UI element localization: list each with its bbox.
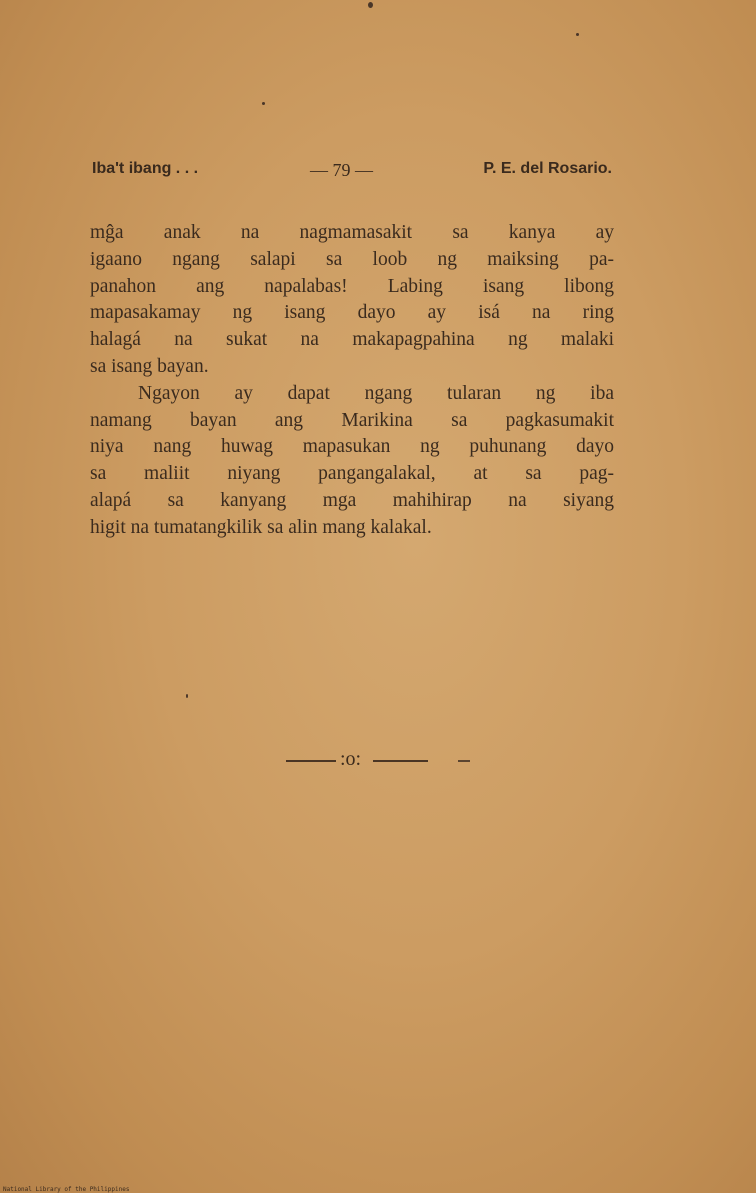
ink-speck: [262, 102, 265, 105]
text-line: Ngayon ay dapat ngang tularan ng iba: [138, 382, 614, 404]
text-line: higit na tumatangkilik sa alin mang kalakal.: [90, 516, 432, 538]
divider-rule-right: [373, 760, 428, 762]
text-line: mapasakamay ng isang dayo ay isá na ring: [90, 302, 614, 324]
header-title: Iba't ibang . . .: [92, 160, 199, 177]
text-line: panahon ang napalabas! Labing isang libong: [90, 275, 614, 297]
divider-rule-left: [286, 760, 336, 762]
text-line: namang bayan ang Marikina sa pagkasumakit: [90, 409, 614, 431]
text-line: sa maliit niyang pangangalakal, at sa pag-: [90, 463, 614, 485]
divider-stray-dash: [458, 760, 470, 762]
text-line: sa isang bayan.: [90, 355, 209, 377]
library-credit: National Library of the Philippines: [3, 1186, 130, 1193]
body-text: [90, 220, 614, 542]
divider-ornament: :o:: [340, 748, 362, 770]
ink-speck: [368, 2, 373, 8]
section-divider: [286, 748, 476, 772]
page-number: — 79 —: [310, 160, 373, 180]
running-header: [92, 160, 612, 184]
text-line: niya nang huwag mapasukan ng puhunang dayo: [90, 436, 614, 458]
header-author: P. E. del Rosario.: [483, 160, 612, 177]
text-line: alapá sa kanyang mga mahihirap na siyang: [90, 489, 614, 511]
ink-speck: [576, 33, 579, 36]
ink-speck: [186, 694, 188, 698]
text-line: igaano ngang salapi sa loob ng maiksing pa-: [90, 248, 614, 270]
text-line: mĝa anak na nagmamasakit sa kanya ay: [90, 222, 614, 243]
text-line: halagá na sukat na makapagpahina ng malaki: [90, 329, 614, 351]
